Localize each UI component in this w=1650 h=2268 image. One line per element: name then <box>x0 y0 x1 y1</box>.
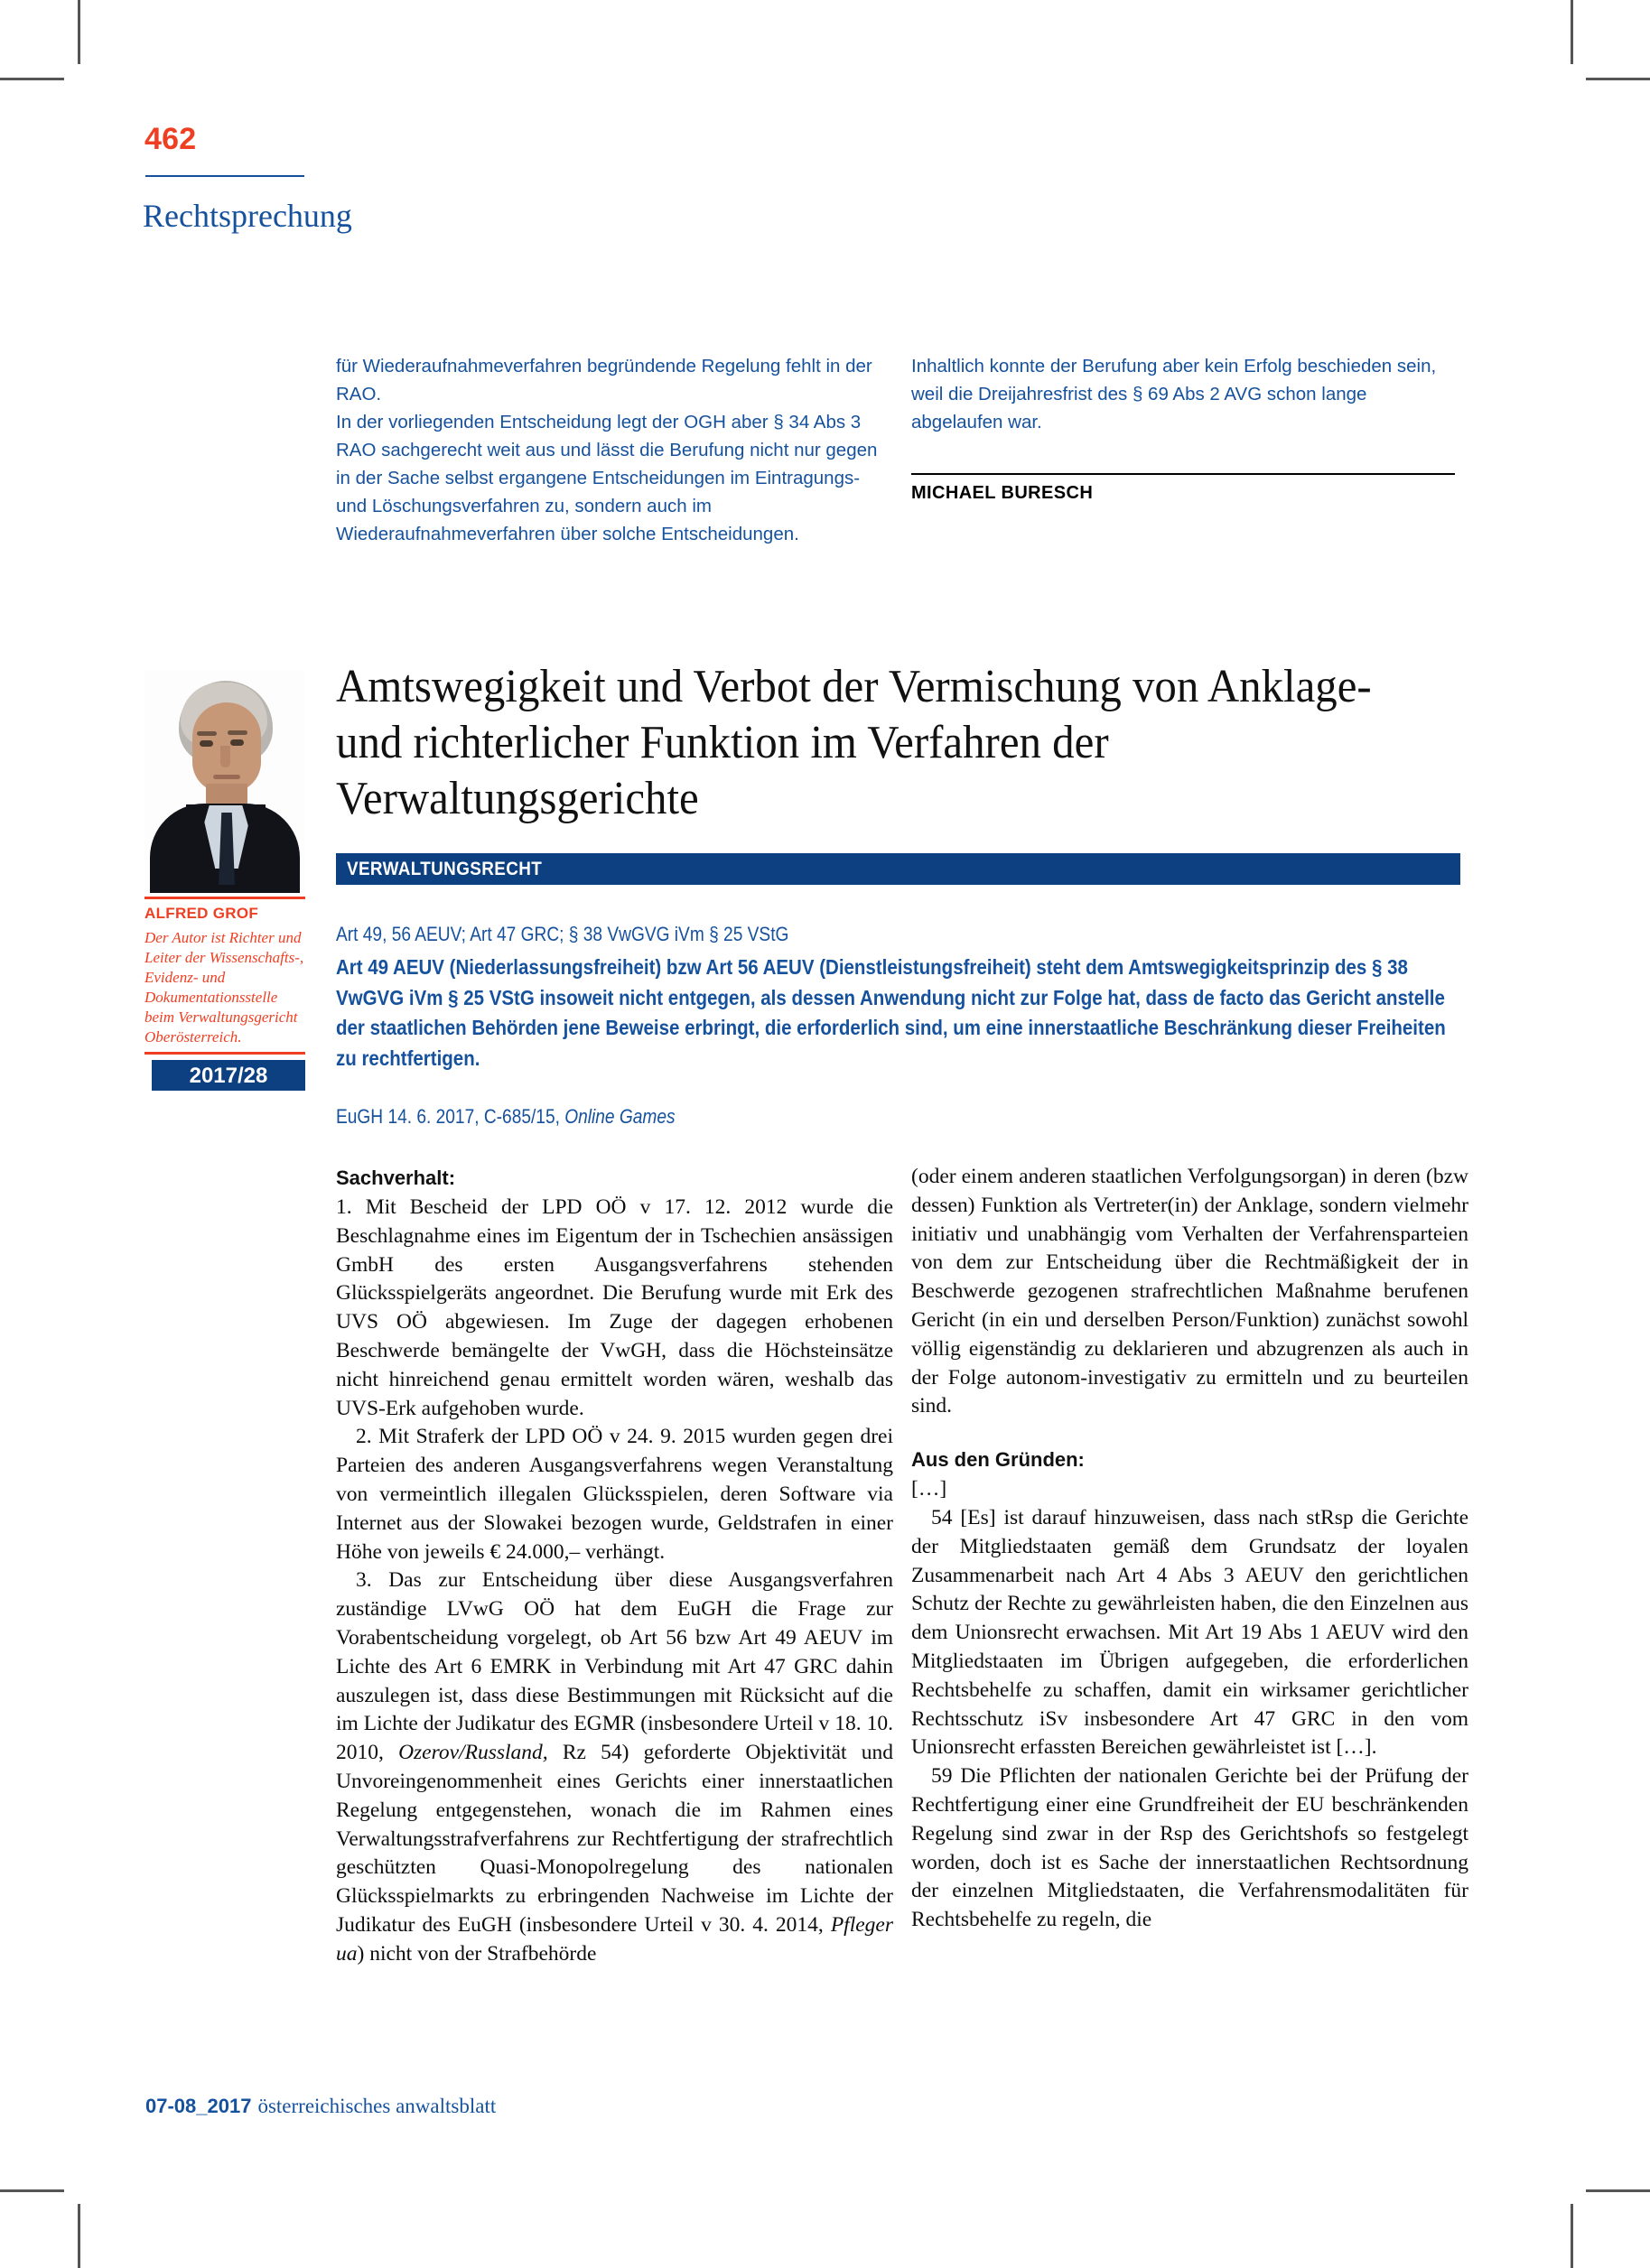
case-name-ozerov: Ozerov/Russland, <box>398 1741 548 1765</box>
case-name-pfleger: Pfleger ua <box>336 1912 893 1966</box>
heading-aus-den-gruenden: Aus den Gründen: <box>911 1448 1085 1472</box>
commentator-divider <box>911 473 1455 475</box>
author-bio: Der Autor ist Richter und Leiter der Wissenschafts-, Evidenz- und Dokumentationsstelle beim Verwaltungsgericht Oberösterreich. <box>144 929 304 1046</box>
cited-norms: Art 49, 56 AEUV; Art 47 GRC; § 38 VwGVG iVm § 25 VStG <box>336 923 789 945</box>
year-badge-label: 2017/28 <box>189 1064 268 1088</box>
body-paragraph-continuation: (oder einem anderen staatlichen Verfolgungsorgan) in deren (bzw dessen) Funktion als Vertreter(in) der Anklage, sondern vielmehr initiativ und unabhängig vom Verhalten der Verfahrensparteien von dem zur Entscheidung über die Rechtmäßigkeit der in Beschwerde gezogenen strafrechtlichen Maßnahme berufenen Gericht (in ein und derselben Person/Funktion) zunächst sowohl völlig eigenständig zu deklarieren und abzugrenzen als auch in der Folge autonom-investigativ zu ermitteln und zu beurteilen sind. <box>911 1165 1468 1418</box>
portrait-nose <box>220 746 230 767</box>
crop-mark-bottom-right-horizontal <box>1586 2189 1650 2192</box>
top-note-right-paragraph-1: Inhaltlich konnte der Berufung aber kein Erfolg beschieden sein, weil die Dreijahresfrist des § 69 Abs 2 AVG schon lange abgelaufen war. <box>911 356 1437 432</box>
body-left-column <box>336 1163 893 1969</box>
headnote-text: Art 49 AEUV (Niederlassungsfreiheit) bzw Art 56 AEUV (Dienstleistungsfreiheit) steht dem Amtswegigkeitsprinzip des § 38 VwGVG iVm § 25 VStG insoweit nicht entgegen, als dessen Anwendung nicht zur Folge hat, dass de facto das Gericht anstelle der staatlichen Behörden jene Beweise erbringt, die erforderlich sind, um eine innerstaatliche Beschränkung dieser Freiheiten zu rechtfertigen. <box>336 955 1446 1070</box>
body-paragraph <box>336 1566 893 1968</box>
top-note-left-column <box>336 352 880 548</box>
body-paragraph: 59 Die Pflichten der nationalen Gerichte bei der Prüfung der Rechtfertigung einer eine Grundfreiheit der EU beschränkenden Regelung sind zwar in der Rsp des Gerichtshofs so festgelegt worden, doch ist es Sache der innerstaatlichen Rechtsordnung der einzelnen Mitgliedstaaten, die Verfahrensmodalitäten für Rechtsbehelfe zu regeln, die <box>911 1764 1468 1932</box>
body-text-run: ) nicht von der Strafbehörde <box>357 1941 597 1966</box>
decision-reference <box>336 1105 676 1129</box>
category-banner-label: VERWALTUNGSRECHT <box>347 859 543 879</box>
author-portrait-photo <box>144 670 305 893</box>
decision-reference-court: EuGH 14. 6. 2017, C-685/15, <box>336 1105 565 1128</box>
header-divider <box>145 175 304 177</box>
crop-mark-top-right-horizontal <box>1586 78 1650 80</box>
body-paragraph: 54 [Es] ist darauf hinzuweisen, dass nach stRsp die Gerichte der Mitgliedstaaten gemäß dem Grundsatz der loyalen Zusammenarbeit nach Art 4 Abs 3 AEUV den gerichtlichen Schutz der Rechte zu gewährleisten haben, die den Einzelnen aus dem Unionsrecht erwachsen. Mit Art 19 Abs 1 AEUV wird den Mitgliedstaaten im Übrigen aufgegeben, die erforderlichen Rechtsbehelfe zu schaffen, damit ein wirksamer gerichtlicher Rechtsschutz iSv insbesondere Art 47 GRC in den vom Unionsrecht erfassten Bereichen gewährleistet ist […]. <box>911 1505 1468 1760</box>
body-ellipsis: […] <box>911 1477 947 1501</box>
top-note-right-column <box>911 352 1455 436</box>
crop-mark-top-left-horizontal <box>0 78 64 80</box>
portrait-eye-right <box>230 739 244 746</box>
body-text-run: 3. Das zur Entscheidung über diese Ausgangsverfahren zuständige LVwG OÖ hat dem EuGH die Frage zur Vorabentscheidung vorgelegt, ob Art 56 bzw Art 49 AEUV im Lichte des Art 6 EMRK in Verbindung mit Art 47 GRC dahin auszulegen ist, dass diese Bestimmungen mit Rücksicht auf die im Lichte der Judikatur des EGMR (insbesondere Urteil v 18. 10. 2010, <box>336 1568 893 1765</box>
top-note-left-paragraph-1: für Wiederaufnahmeverfahren begründende Regelung fehlt in der RAO. <box>336 356 872 404</box>
portrait-mouth <box>213 775 240 779</box>
decision-reference-case-name: Online Games <box>564 1105 676 1128</box>
page-number: 462 <box>144 122 197 156</box>
year-badge <box>152 1060 305 1091</box>
crop-mark-top-right-vertical <box>1571 0 1573 64</box>
crop-mark-bottom-left-horizontal <box>0 2189 64 2192</box>
heading-sachverhalt: Sachverhalt: <box>336 1167 456 1189</box>
body-text-run: Rz 54) geforderte Objektivität und Unvoreingenommenheit eines Gerichts einer innerstaatlichen Regelung entgegenstehen, wonach die im Rahmen eines Verwaltungsstrafverfahrens zur Rechtfertigung der strafrechtlich geschützten Quasi-Monopolregelung des nationalen Glücksspielmarkts zu erbringenden Nachweise im Lichte der Judikatur des EuGH (insbesondere Urteil v 30. 4. 2014, <box>336 1741 894 1937</box>
crop-mark-bottom-right-vertical <box>1571 2204 1573 2268</box>
author-box-rule-top <box>144 897 305 899</box>
crop-mark-top-left-vertical <box>78 0 80 64</box>
section-title: Rechtsprechung <box>143 198 352 234</box>
article-title: Amtswegigkeit und Verbot der Vermischung von Anklage- und richterlicher Funktion im Verfahren der Verwaltungsgerichte <box>336 661 1372 824</box>
footer-issue: 07-08_2017 <box>145 2095 252 2117</box>
author-box-rule-bottom <box>144 1052 305 1055</box>
commentator-name: MICHAEL BURESCH <box>911 483 1094 503</box>
author-name: ALFRED GROF <box>144 905 259 922</box>
portrait-eyebrow-left <box>197 731 217 736</box>
body-right-column <box>911 1163 1468 1935</box>
portrait-eye-left <box>200 740 213 747</box>
body-paragraph: 2. Mit Straferk der LPD OÖ v 24. 9. 2015 wurden gegen drei Parteien des anderen Ausgangsverfahrens wegen Veranstaltung von vermeintlich illegalen Glücksspielen, deren Software via Internet aus der Slowakei bezogen wurde, Geldstrafen in einer Höhe von jeweils € 24.000,– verhängt. <box>336 1425 893 1564</box>
portrait-eyebrow-right <box>228 730 247 735</box>
body-paragraph: 1. Mit Bescheid der LPD OÖ v 17. 12. 2012 wurde die Beschlagnahme eines im Eigentum der in Tschechien ansässigen GmbH des ersten Ausgangsverfahrens stehenden Glücksspielgeräts angeordnet. Die Berufung wurde mit Erk des UVS OÖ abgewiesen. Im Zuge der dagegen erhobenen Beschwerde bemängelte der VwGH, dass die Höchsteinsätze nicht hinreichend genau ermittelt worden wären, weshalb das UVS-Erk aufgehoben wurde. <box>336 1195 893 1420</box>
footer-journal-name: österreichisches anwaltsblatt <box>257 2095 497 2117</box>
page-footer <box>145 2095 496 2118</box>
crop-mark-bottom-left-vertical <box>78 2204 80 2268</box>
top-note-left-paragraph-2: In der vorliegenden Entscheidung legt der OGH aber § 34 Abs 3 RAO sachgerecht weit aus und lässt die Berufung nicht nur gegen in der Sache selbst ergangene Entscheidungen im Eintragungs- und Löschungsverfahren zu, sondern auch im Wiederaufnahmeverfahren über solche Entscheidungen. <box>336 412 878 544</box>
category-banner <box>336 853 1460 885</box>
